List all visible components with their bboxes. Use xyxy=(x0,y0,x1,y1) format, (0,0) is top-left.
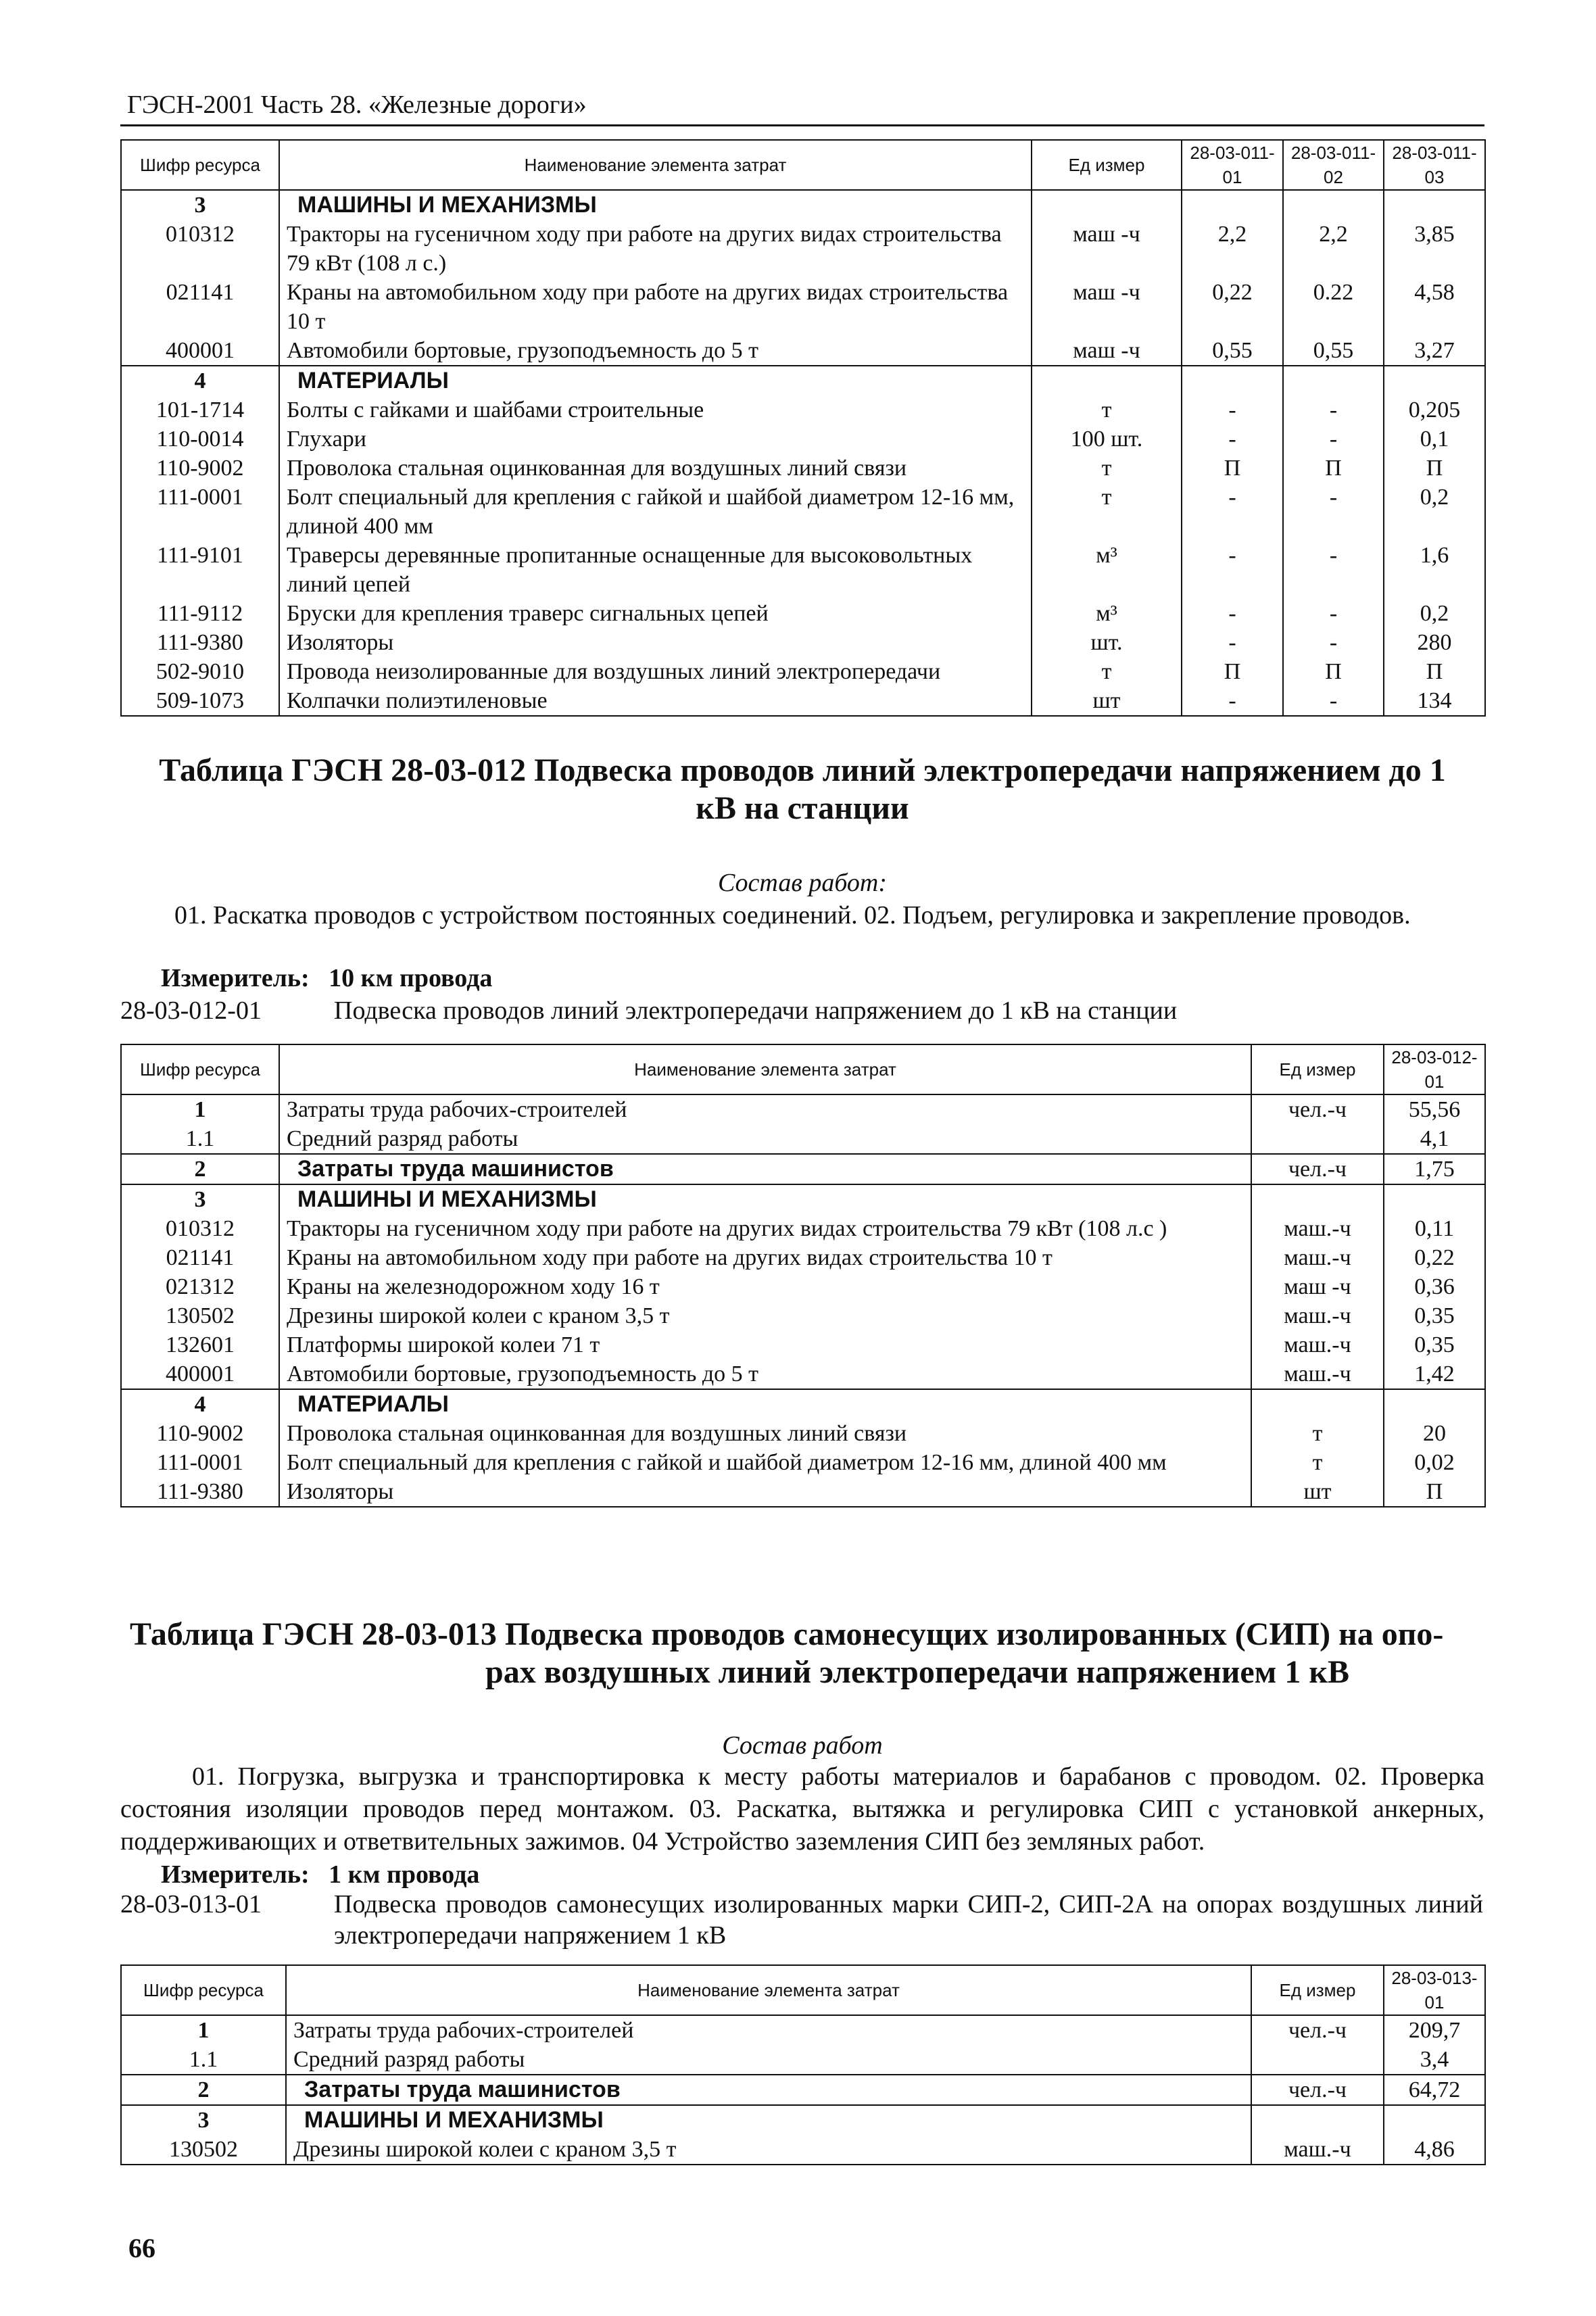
table-title-line: Таблица ГЭСН 28-03-012 Подвеска проводов линий электропередачи напряжением до 1 xyxy=(159,752,1446,788)
resource-unit xyxy=(1251,2045,1384,2075)
resource-unit: маш -ч xyxy=(1032,278,1182,336)
work-composition-text: 01. Погрузка, выгрузка и транспортировка к месту работы материалов и барабанов с проводом. 02. Проверка состояния изоляции проводов перед монтажом. 03. Раскатка, вытяжка и регулировка СИП с установкой анкерных, поддерживающих и ответвительных зажимов. 04 Устройство заземления СИП без земляных работ. xyxy=(120,1762,1484,1856)
table-row xyxy=(121,1448,1485,1477)
norm-value: 0,2 xyxy=(1384,483,1485,541)
empty-cell xyxy=(1251,1184,1384,1214)
col-head-unit: Ед измер xyxy=(1032,140,1182,190)
norm-item xyxy=(120,1889,1484,1954)
col-head-name: Наименование элемента затрат xyxy=(279,140,1032,190)
table-row xyxy=(121,1272,1485,1301)
resource-code: 111-0001 xyxy=(121,1448,279,1477)
resource-unit: маш.-ч xyxy=(1251,1243,1384,1272)
col-head-norm: 28-03-011-02 xyxy=(1283,140,1384,190)
norm-value: 134 xyxy=(1384,686,1485,716)
table-row xyxy=(121,1154,1485,1184)
norm-value: 55,56 xyxy=(1384,1094,1485,1124)
resource-unit: маш.-ч xyxy=(1251,2135,1384,2165)
norm-value: П xyxy=(1283,454,1384,483)
section-row xyxy=(121,2105,1485,2135)
resource-code: 1 xyxy=(121,1094,279,1124)
empty-cell xyxy=(1283,366,1384,395)
norm-value: 0,36 xyxy=(1384,1272,1485,1301)
resource-name: Изоляторы xyxy=(279,1477,1251,1507)
norm-item-code: 28-03-012-01 xyxy=(120,996,262,1025)
meter-value: 10 км провода xyxy=(329,964,493,992)
norm-item-text: Подвеска проводов самонесущих изолированных марки СИП-2, СИП-2А на опорах воздушных линий электропередачи напряжением 1 кВ xyxy=(334,1890,1483,1950)
section-code: 3 xyxy=(121,2105,286,2135)
table-title-013 xyxy=(120,1616,1484,1691)
section-row xyxy=(121,1389,1485,1419)
norm-value: 0,2 xyxy=(1384,599,1485,628)
resource-code: 1.1 xyxy=(121,1124,279,1154)
norm-value: 3,4 xyxy=(1384,2045,1485,2075)
empty-cell xyxy=(1384,366,1485,395)
resource-name: Болты с гайками и шайбами строительные xyxy=(279,395,1032,425)
norm-value: 0,22 xyxy=(1384,1243,1485,1272)
resource-code: 132601 xyxy=(121,1330,279,1359)
resource-name: Тракторы на гусеничном ходу при работе на других видах строительства 79 кВт (108 л с.) xyxy=(279,220,1032,278)
resource-code: 130502 xyxy=(121,1301,279,1330)
meter-value: 1 км провода xyxy=(329,1860,480,1889)
running-header: ГЭСН-2001 Часть 28. «Железные дороги» xyxy=(127,91,587,119)
table-row xyxy=(121,1301,1485,1330)
empty-cell xyxy=(1182,366,1283,395)
resource-name: Затраты труда машинистов xyxy=(279,1154,1251,1184)
resource-name: Краны на автомобильном ходу при работе на других видах строительства 10 т xyxy=(279,278,1032,336)
table-row xyxy=(121,454,1485,483)
norm-value: - xyxy=(1283,483,1384,541)
resource-name: Затраты труда рабочих-строителей xyxy=(279,1094,1251,1124)
resource-unit: т xyxy=(1032,454,1182,483)
resource-code: 110-9002 xyxy=(121,454,279,483)
resource-name: Болт специальный для крепления с гайкой и шайбой диаметром 12-16 мм, длиной 400 мм xyxy=(279,483,1032,541)
norm-value: 280 xyxy=(1384,628,1485,657)
norm-value: 209,7 xyxy=(1384,2015,1485,2045)
table-row xyxy=(121,483,1485,541)
norm-value: 0,35 xyxy=(1384,1330,1485,1359)
table-row xyxy=(121,2075,1485,2105)
table-title-line: рах воздушных линий электропередачи напряжением 1 кВ xyxy=(485,1654,1350,1690)
table-header-row xyxy=(121,1965,1485,2015)
norm-value: - xyxy=(1182,541,1283,599)
table-row xyxy=(121,2045,1485,2075)
section-title: МАШИНЫ И МЕХАНИЗМЫ xyxy=(279,1184,1251,1214)
empty-cell xyxy=(1384,1389,1485,1419)
norm-value: - xyxy=(1182,686,1283,716)
table-row xyxy=(121,336,1485,366)
resource-code: 1.1 xyxy=(121,2045,286,2075)
table-row xyxy=(121,541,1485,599)
norm-value: - xyxy=(1182,395,1283,425)
resource-unit: шт. xyxy=(1032,628,1182,657)
norm-item-code: 28-03-013-01 xyxy=(120,1890,262,1919)
col-head-unit: Ед измер xyxy=(1251,1965,1384,2015)
measurement-unit xyxy=(161,1859,479,1890)
resource-name: Краны на железнодорожном ходу 16 т xyxy=(279,1272,1251,1301)
resource-name: Бруски для крепления траверс сигнальных цепей xyxy=(279,599,1032,628)
section-row xyxy=(121,190,1485,220)
table-row xyxy=(121,686,1485,716)
resource-unit: 100 шт. xyxy=(1032,425,1182,454)
norm-value: П xyxy=(1384,657,1485,686)
empty-cell xyxy=(1251,1389,1384,1419)
norm-value: 4,86 xyxy=(1384,2135,1485,2165)
section-title: МАШИНЫ И МЕХАНИЗМЫ xyxy=(286,2105,1251,2135)
resource-code: 010312 xyxy=(121,1214,279,1243)
norm-value: 0,22 xyxy=(1182,278,1283,336)
col-head-norm: 28-03-012-01 xyxy=(1384,1044,1485,1094)
resource-table-012 xyxy=(120,1044,1486,1507)
norm-value: 0,1 xyxy=(1384,425,1485,454)
norm-value: 3,85 xyxy=(1384,220,1485,278)
resource-code: 111-0001 xyxy=(121,483,279,541)
norm-value: - xyxy=(1283,686,1384,716)
resource-name: Дрезины широкой колеи с краном 3,5 т xyxy=(279,1301,1251,1330)
table-row xyxy=(121,425,1485,454)
norm-value: П xyxy=(1182,657,1283,686)
resource-name: Проволока стальная оцинкованная для воздушных линий связи xyxy=(279,1419,1251,1448)
norm-value: 4,1 xyxy=(1384,1124,1485,1154)
norm-value: - xyxy=(1283,425,1384,454)
norm-value: 0,55 xyxy=(1182,336,1283,366)
resource-code: 021141 xyxy=(121,278,279,336)
norm-value: П xyxy=(1182,454,1283,483)
norm-value: - xyxy=(1283,541,1384,599)
norm-value: 1,75 xyxy=(1384,1154,1485,1184)
norm-value: П xyxy=(1384,454,1485,483)
work-composition-label: Состав работ xyxy=(722,1731,883,1760)
col-head-code: Шифр ресурса xyxy=(121,1965,286,2015)
table-title-012 xyxy=(120,752,1484,827)
table-row xyxy=(121,2135,1485,2165)
empty-cell xyxy=(1384,2105,1485,2135)
table-row xyxy=(121,1330,1485,1359)
table-row xyxy=(121,657,1485,686)
resource-code: 130502 xyxy=(121,2135,286,2165)
table-row xyxy=(121,2015,1485,2045)
table-row xyxy=(121,599,1485,628)
col-head-name: Наименование элемента затрат xyxy=(286,1965,1251,2015)
table-row xyxy=(121,628,1485,657)
norm-item-text: Подвеска проводов линий электропередачи напряжением до 1 кВ на станции xyxy=(334,996,1178,1025)
empty-cell xyxy=(1032,366,1182,395)
resource-code: 400001 xyxy=(121,1359,279,1389)
resource-table-013 xyxy=(120,1964,1486,2165)
empty-cell xyxy=(1032,190,1182,220)
norm-value: 0.22 xyxy=(1283,278,1384,336)
section-row xyxy=(121,1184,1485,1214)
norm-value: П xyxy=(1384,1477,1485,1507)
section-title: МАТЕРИАЛЫ xyxy=(279,1389,1251,1419)
table-row xyxy=(121,1477,1485,1507)
col-head-norm: 28-03-013-01 xyxy=(1384,1965,1485,2015)
empty-cell xyxy=(1384,1184,1485,1214)
resource-unit: чел.-ч xyxy=(1251,1154,1384,1184)
resource-name: Проволока стальная оцинкованная для воздушных линий связи xyxy=(279,454,1032,483)
resource-unit: т xyxy=(1032,657,1182,686)
norm-item xyxy=(120,995,1484,1026)
col-head-code: Шифр ресурса xyxy=(121,1044,279,1094)
norm-value: 64,72 xyxy=(1384,2075,1485,2105)
section-code: 3 xyxy=(121,190,279,220)
norm-value: 3,27 xyxy=(1384,336,1485,366)
table-row xyxy=(121,1419,1485,1448)
resource-code: 502-9010 xyxy=(121,657,279,686)
resource-code: 101-1714 xyxy=(121,395,279,425)
resource-code: 110-0014 xyxy=(121,425,279,454)
col-head-code: Шифр ресурса xyxy=(121,140,279,190)
section-code: 4 xyxy=(121,1389,279,1419)
resource-unit: м³ xyxy=(1032,599,1182,628)
col-head-norm: 28-03-011-01 xyxy=(1182,140,1283,190)
table-row xyxy=(121,1214,1485,1243)
resource-unit xyxy=(1251,1124,1384,1154)
work-composition-label: Состав работ: xyxy=(717,869,888,897)
norm-value: 0,55 xyxy=(1283,336,1384,366)
resource-unit: шт xyxy=(1251,1477,1384,1507)
resource-code: 111-9101 xyxy=(121,541,279,599)
resource-name: Средний разряд работы xyxy=(286,2045,1251,2075)
resource-unit: шт xyxy=(1032,686,1182,716)
resource-unit: т xyxy=(1251,1448,1384,1477)
resource-name: Краны на автомобильном ходу при работе на других видах строительства 10 т xyxy=(279,1243,1251,1272)
resource-name: Траверсы деревянные пропитанные оснащенные для высоковольтных линий цепей xyxy=(279,541,1032,599)
norm-value: - xyxy=(1182,483,1283,541)
resource-name: Затраты труда рабочих-строителей xyxy=(286,2015,1251,2045)
resource-name: Провода неизолированные для воздушных линий электропередачи xyxy=(279,657,1032,686)
resource-unit: т xyxy=(1251,1419,1384,1448)
resource-table-011 xyxy=(120,139,1486,717)
norm-value: 4,58 xyxy=(1384,278,1485,336)
section-code: 4 xyxy=(121,366,279,395)
header-rule xyxy=(120,124,1484,126)
norm-value: 0,11 xyxy=(1384,1214,1485,1243)
resource-code: 010312 xyxy=(121,220,279,278)
resource-code: 021141 xyxy=(121,1243,279,1272)
norm-value: - xyxy=(1182,425,1283,454)
resource-code: 110-9002 xyxy=(121,1419,279,1448)
resource-unit: чел.-ч xyxy=(1251,2075,1384,2105)
table-title-line: Таблица ГЭСН 28-03-013 Подвеска проводов самонесущих изолированных (СИП) на опо- xyxy=(130,1616,1444,1652)
resource-unit: чел.-ч xyxy=(1251,1094,1384,1124)
resource-name: Колпачки полиэтиленовые xyxy=(279,686,1032,716)
table-row xyxy=(121,1124,1485,1154)
section-code: 3 xyxy=(121,1184,279,1214)
norm-value: 0,35 xyxy=(1384,1301,1485,1330)
norm-value: 1,42 xyxy=(1384,1359,1485,1389)
resource-name: Тракторы на гусеничном ходу при работе на других видах строительства 79 кВт (108 л.с ) xyxy=(279,1214,1251,1243)
meter-label: Измеритель: xyxy=(161,964,310,992)
section-title: МАТЕРИАЛЫ xyxy=(279,366,1032,395)
work-composition-text: 01. Раскатка проводов с устройством постоянных соединений. 02. Подъем, регулировка и закрепление проводов. xyxy=(174,901,1411,930)
table-row xyxy=(121,1359,1485,1389)
col-head-name: Наименование элемента затрат xyxy=(279,1044,1251,1094)
resource-code: 509-1073 xyxy=(121,686,279,716)
resource-name: Платформы широкой колеи 71 т xyxy=(279,1330,1251,1359)
table-row xyxy=(121,1243,1485,1272)
norm-value: П xyxy=(1283,657,1384,686)
resource-code: 111-9112 xyxy=(121,599,279,628)
resource-unit: маш.-ч xyxy=(1251,1330,1384,1359)
table-row xyxy=(121,220,1485,278)
norm-value: - xyxy=(1182,628,1283,657)
norm-value: 1,6 xyxy=(1384,541,1485,599)
col-head-norm: 28-03-011-03 xyxy=(1384,140,1485,190)
resource-code: 111-9380 xyxy=(121,1477,279,1507)
resource-code: 2 xyxy=(121,2075,286,2105)
resource-unit: т xyxy=(1032,395,1182,425)
empty-cell xyxy=(1283,190,1384,220)
resource-name: Болт специальный для крепления с гайкой и шайбой диаметром 12-16 мм, длиной 400 мм xyxy=(279,1448,1251,1477)
resource-unit: маш.-ч xyxy=(1251,1214,1384,1243)
resource-name: Автомобили бортовые, грузоподъемность до 5 т xyxy=(279,336,1032,366)
norm-value: - xyxy=(1182,599,1283,628)
resource-unit: маш -ч xyxy=(1032,336,1182,366)
page-number: 66 xyxy=(128,2233,155,2263)
table-row xyxy=(121,395,1485,425)
col-head-unit: Ед измер xyxy=(1251,1044,1384,1094)
resource-code: 2 xyxy=(121,1154,279,1184)
norm-value: 0,205 xyxy=(1384,395,1485,425)
section-title: МАШИНЫ И МЕХАНИЗМЫ xyxy=(279,190,1032,220)
empty-cell xyxy=(1384,190,1485,220)
resource-code: 400001 xyxy=(121,336,279,366)
resource-code: 111-9380 xyxy=(121,628,279,657)
resource-name: Средний разряд работы xyxy=(279,1124,1251,1154)
table-header-row xyxy=(121,1044,1485,1094)
norm-value: - xyxy=(1283,599,1384,628)
resource-unit: м³ xyxy=(1032,541,1182,599)
norm-value: 20 xyxy=(1384,1419,1485,1448)
norm-value: 2,2 xyxy=(1283,220,1384,278)
resource-unit: чел.-ч xyxy=(1251,2015,1384,2045)
table-row xyxy=(121,1094,1485,1124)
resource-name: Изоляторы xyxy=(279,628,1032,657)
resource-unit: маш.-ч xyxy=(1251,1301,1384,1330)
resource-unit: т xyxy=(1032,483,1182,541)
norm-value: - xyxy=(1283,395,1384,425)
resource-name: Автомобили бортовые, грузоподъемность до 5 т xyxy=(279,1359,1251,1389)
table-row xyxy=(121,278,1485,336)
resource-name: Дрезины широкой колеи с краном 3,5 т xyxy=(286,2135,1251,2165)
empty-cell xyxy=(1182,190,1283,220)
norm-value: - xyxy=(1283,628,1384,657)
table-header-row xyxy=(121,140,1485,190)
section-row xyxy=(121,366,1485,395)
resource-name: Глухари xyxy=(279,425,1032,454)
norm-value: 0,02 xyxy=(1384,1448,1485,1477)
norm-value: 2,2 xyxy=(1182,220,1283,278)
resource-unit: маш -ч xyxy=(1032,220,1182,278)
empty-cell xyxy=(1251,2105,1384,2135)
resource-name: Затраты труда машинистов xyxy=(286,2075,1251,2105)
meter-label: Измеритель: xyxy=(161,1860,310,1889)
resource-unit: маш -ч xyxy=(1251,1272,1384,1301)
measurement-unit xyxy=(161,963,492,994)
resource-code: 1 xyxy=(121,2015,286,2045)
resource-unit: маш.-ч xyxy=(1251,1359,1384,1389)
resource-code: 021312 xyxy=(121,1272,279,1301)
table-title-line: кВ на станции xyxy=(696,790,909,826)
